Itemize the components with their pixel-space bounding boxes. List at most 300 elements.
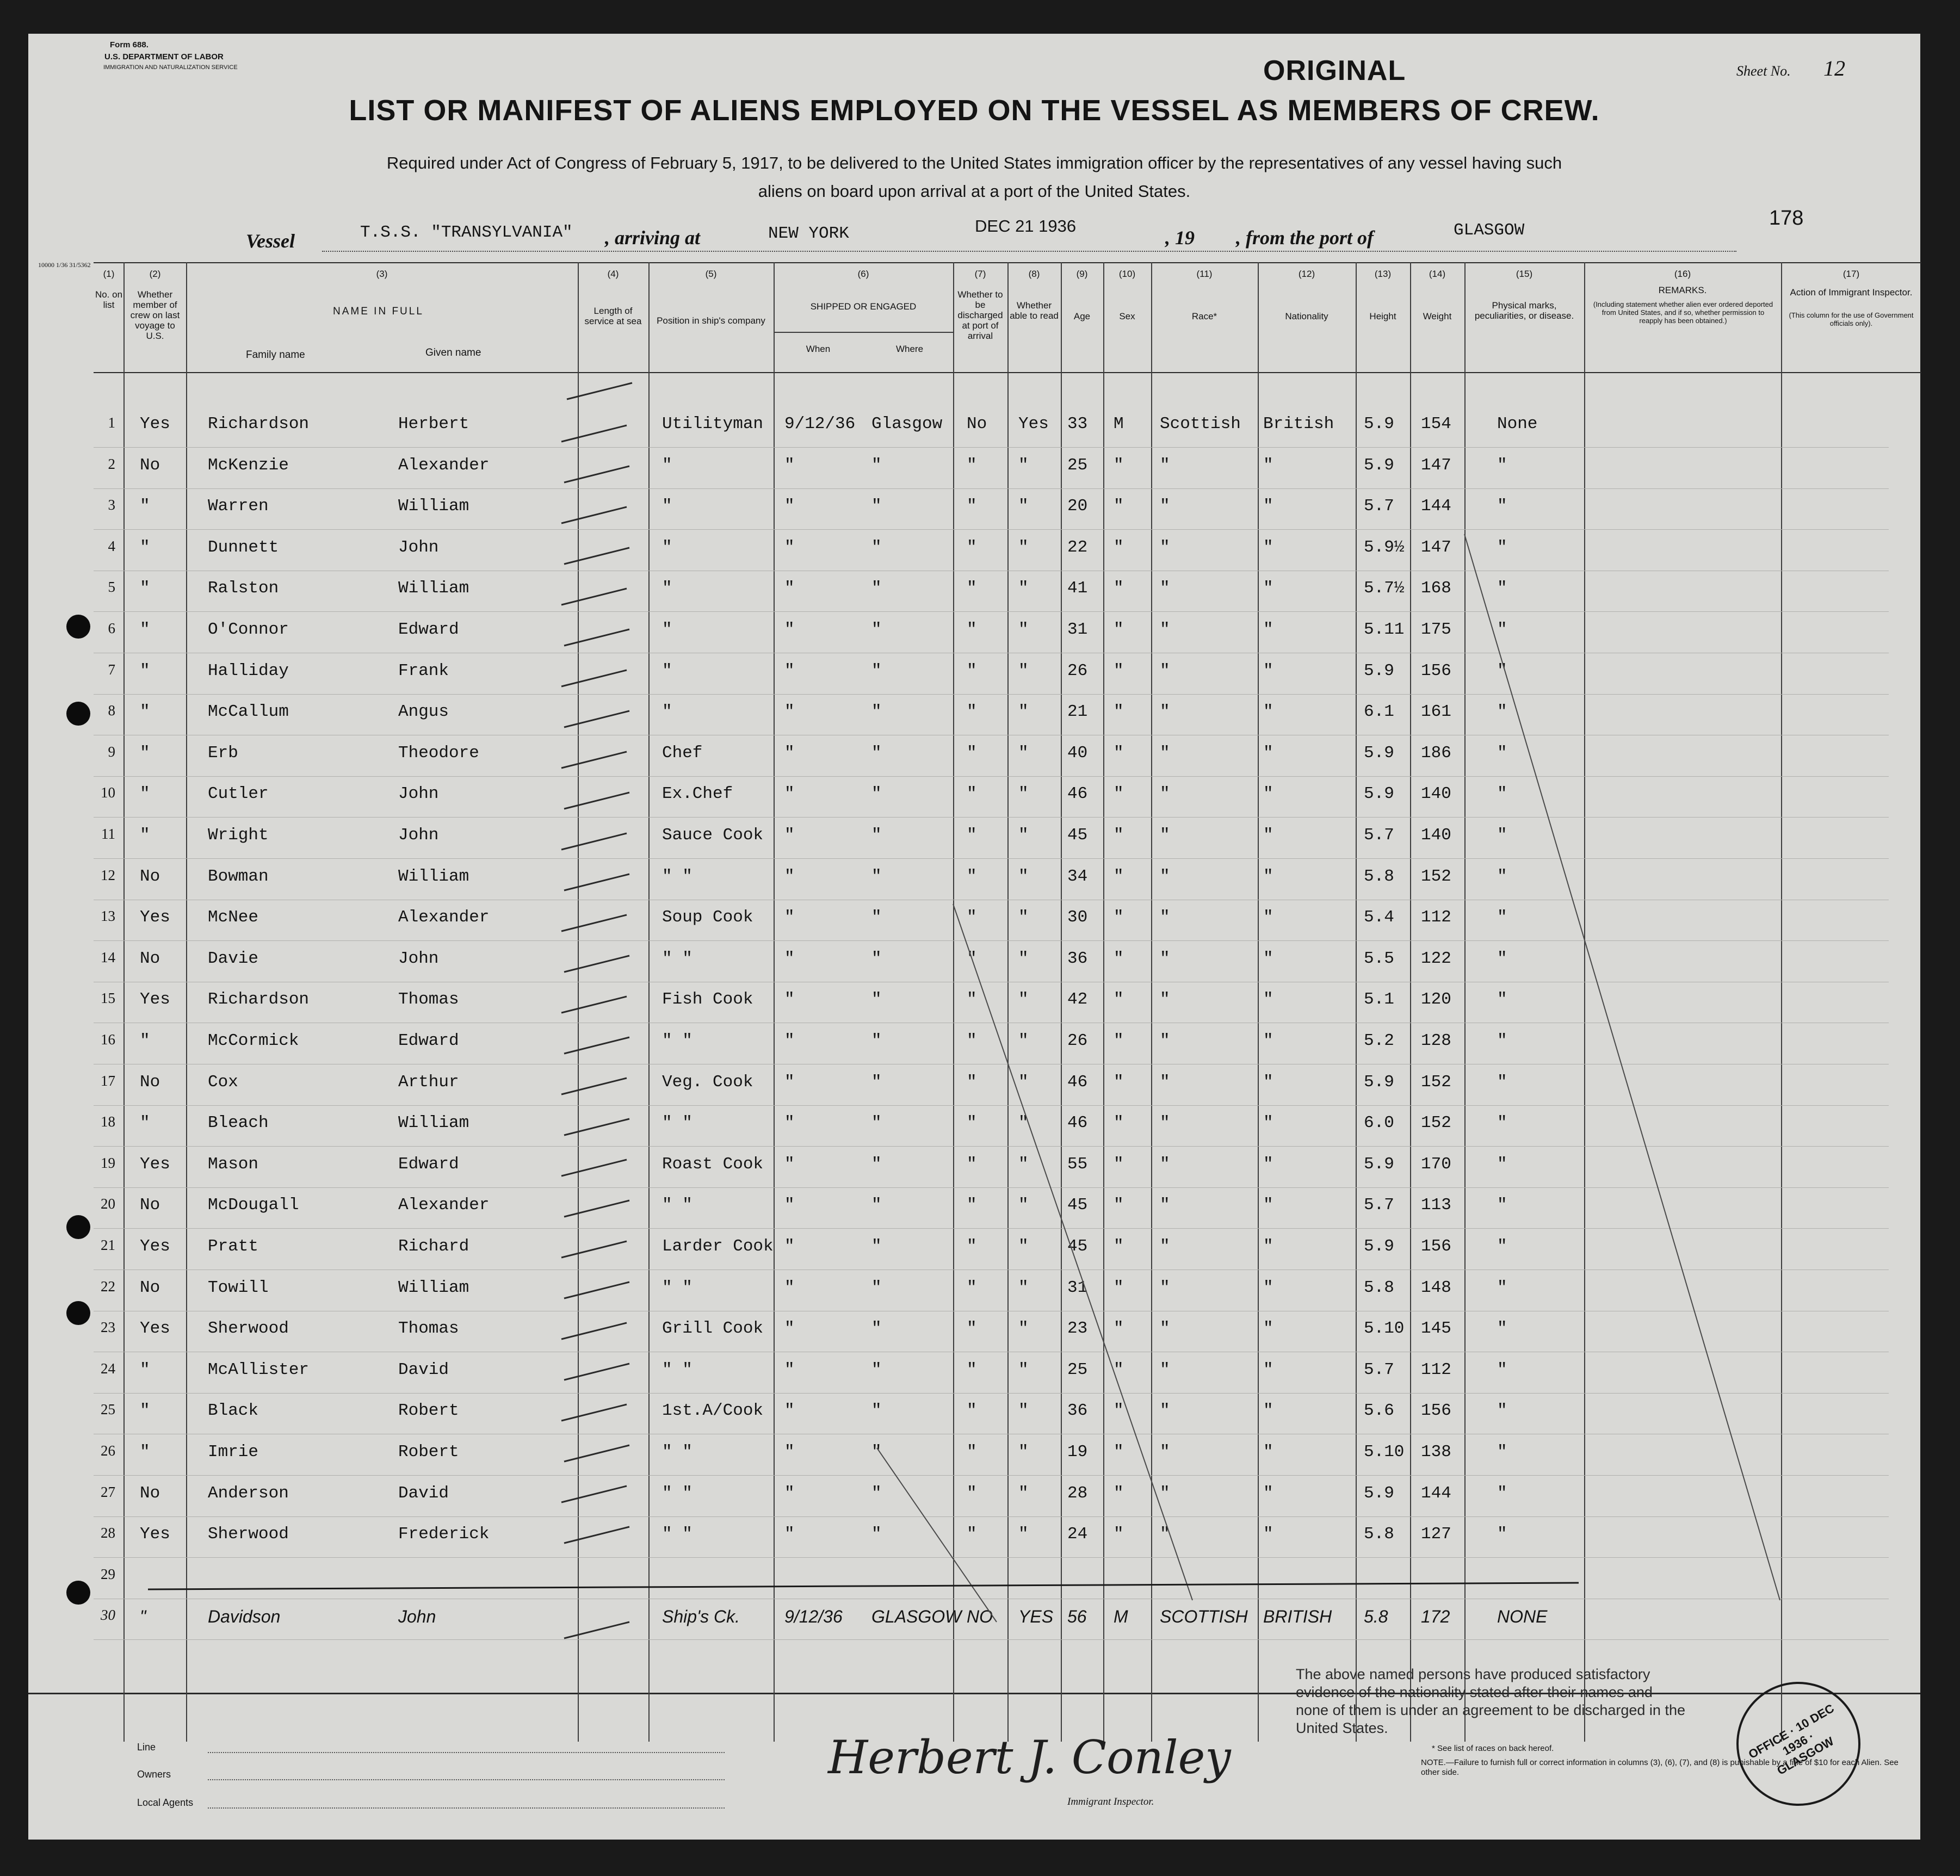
cell-when: " xyxy=(784,866,795,886)
cell-nationality: " xyxy=(1263,1196,1273,1215)
cell-discharged: " xyxy=(967,743,977,763)
cell-weight: 140 xyxy=(1421,784,1451,804)
cell-position: " xyxy=(662,579,672,598)
cell-prev: " xyxy=(140,784,150,804)
cell-discharged: " xyxy=(967,1237,977,1256)
cell-read: " xyxy=(1018,455,1029,475)
cell-discharged: " xyxy=(967,1442,977,1462)
cell-prev: Yes xyxy=(140,1525,170,1544)
cell-family: Bowman xyxy=(208,866,269,886)
col-8-num: (8) xyxy=(1028,269,1040,279)
cell-nationality: " xyxy=(1263,949,1273,968)
cell-age: 33 xyxy=(1067,414,1088,434)
cell-position: Sauce Cook xyxy=(662,826,764,845)
sheet-number: 12 xyxy=(1823,56,1845,81)
cell-race: SCOTTISH xyxy=(1160,1607,1248,1627)
cell-prev: No xyxy=(140,1196,160,1215)
cell-height: 5.9 xyxy=(1364,1154,1394,1174)
cell-prev: " xyxy=(140,1442,150,1462)
cell-prev: " xyxy=(140,1401,150,1421)
row-number: 21 xyxy=(101,1237,115,1253)
cell-position: Roast Cook xyxy=(662,1154,764,1174)
col-13-header: Height xyxy=(1369,311,1396,321)
cell-read: " xyxy=(1018,1442,1029,1462)
cell-given: John xyxy=(398,537,439,557)
cell-when: " xyxy=(784,1401,795,1421)
cell-age: 41 xyxy=(1067,579,1088,598)
cell-prev: " xyxy=(140,702,150,722)
cell-family: Imrie xyxy=(208,1442,259,1462)
cell-position: Fish Cook xyxy=(662,990,753,1010)
cell-when: " xyxy=(784,826,795,845)
cell-race: " xyxy=(1160,620,1170,639)
cell-prev: No xyxy=(140,1278,160,1297)
cell-marks: " xyxy=(1497,1196,1507,1215)
cell-position: " " xyxy=(662,1278,693,1297)
cell-sex: " xyxy=(1114,826,1124,845)
cell-discharged: " xyxy=(967,702,977,722)
cell-when: " xyxy=(784,1483,795,1503)
cell-height: 5.1 xyxy=(1364,990,1394,1010)
cell-discharged: " xyxy=(967,1196,977,1215)
cell-given: Alexander xyxy=(398,455,490,475)
subtitle-line-2: aliens on board upon arrival at a port of the United States. xyxy=(758,182,1191,201)
cell-position: Larder Cook xyxy=(662,1237,774,1256)
cell-read: " xyxy=(1018,866,1029,886)
cell-sex: M xyxy=(1114,1607,1128,1627)
cell-where: " xyxy=(871,784,882,804)
cell-family: Wright xyxy=(208,826,269,845)
cell-race: " xyxy=(1160,990,1170,1010)
col-6-sub-when: When xyxy=(806,344,831,354)
cell-height: 5.10 xyxy=(1364,1442,1405,1462)
cell-family: Sherwood xyxy=(208,1319,289,1339)
cell-given: Thomas xyxy=(398,990,459,1010)
row-number: 19 xyxy=(101,1154,115,1171)
cell-height: 5.6 xyxy=(1364,1401,1394,1421)
cell-read: " xyxy=(1018,497,1029,516)
col-6-sub-where: Where xyxy=(895,344,924,354)
cell-prev: No xyxy=(140,455,160,475)
cell-discharged: " xyxy=(967,579,977,598)
cell-family: McKenzie xyxy=(208,455,289,475)
cell-race: " xyxy=(1160,784,1170,804)
cell-read: " xyxy=(1018,1031,1029,1050)
cell-where: " xyxy=(871,1483,882,1503)
cell-family: O'Connor xyxy=(208,620,289,639)
cell-height: 6.0 xyxy=(1364,1113,1394,1133)
cell-marks: " xyxy=(1497,620,1507,639)
cell-when: " xyxy=(784,1072,795,1092)
cell-read: " xyxy=(1018,743,1029,763)
cell-height: 5.9 xyxy=(1364,1483,1394,1503)
cell-read: " xyxy=(1018,1196,1029,1215)
cell-prev: Yes xyxy=(140,990,170,1010)
cell-position: " " xyxy=(662,949,693,968)
cell-sex: " xyxy=(1114,1072,1124,1092)
cell-where: " xyxy=(871,949,882,968)
cell-sex: " xyxy=(1114,661,1124,680)
cell-read: " xyxy=(1018,1525,1029,1544)
row-number: 4 xyxy=(108,537,115,554)
cell-sex: " xyxy=(1114,620,1124,639)
cell-race: " xyxy=(1160,661,1170,680)
cell-weight: 161 xyxy=(1421,702,1451,722)
cell-sex: " xyxy=(1114,784,1124,804)
cell-height: 5.9 xyxy=(1364,1237,1394,1256)
cell-discharged: " xyxy=(967,620,977,639)
cell-read: " xyxy=(1018,1278,1029,1297)
cell-weight: 152 xyxy=(1421,1113,1451,1133)
cell-weight: 147 xyxy=(1421,455,1451,475)
row-number: 10 xyxy=(101,784,115,801)
cell-height: 5.9 xyxy=(1364,661,1394,680)
cell-height: 5.7 xyxy=(1364,826,1394,845)
cell-position: " xyxy=(662,661,672,680)
cell-discharged: " xyxy=(967,1319,977,1339)
cell-marks: " xyxy=(1497,1360,1507,1379)
cell-when: " xyxy=(784,497,795,516)
cell-given: Robert xyxy=(398,1442,459,1462)
cell-nationality: " xyxy=(1263,661,1273,680)
row-number: 12 xyxy=(101,866,115,883)
cell-race: " xyxy=(1160,579,1170,598)
row-number: 7 xyxy=(108,661,115,678)
cell-nationality: " xyxy=(1263,1237,1273,1256)
cell-family: McAllister xyxy=(208,1360,310,1379)
col-16-note: (Including statement whether alien ever ordered deported from United States, and if so, whether permission to reapply has been obtained.) xyxy=(1593,300,1773,325)
cell-marks: " xyxy=(1497,1442,1507,1462)
cell-position: " " xyxy=(662,1196,693,1215)
cell-where: " xyxy=(871,1237,882,1256)
cell-family: Richardson xyxy=(208,414,310,434)
cell-prev: " xyxy=(140,1113,150,1133)
cell-height: 5.9 xyxy=(1364,784,1394,804)
cell-age: 36 xyxy=(1067,1401,1088,1421)
cell-given: Herbert xyxy=(398,414,469,434)
cell-age: 46 xyxy=(1067,784,1088,804)
cell-race: " xyxy=(1160,1401,1170,1421)
cell-family: Cutler xyxy=(208,784,269,804)
cell-when: " xyxy=(784,1031,795,1050)
cell-height: 5.7 xyxy=(1364,1360,1394,1379)
cell-family: Sherwood xyxy=(208,1525,289,1544)
col-9-header: Age xyxy=(1073,311,1091,321)
cell-nationality: " xyxy=(1263,1442,1273,1462)
col-14-num: (14) xyxy=(1429,269,1446,279)
cell-weight: 156 xyxy=(1421,1237,1451,1256)
cell-weight: 144 xyxy=(1421,1483,1451,1503)
cell-where: " xyxy=(871,826,882,845)
row-number: 9 xyxy=(108,743,115,760)
cell-nationality: British xyxy=(1263,414,1334,434)
row-number: 28 xyxy=(101,1525,115,1541)
cell-read: YES xyxy=(1018,1607,1054,1627)
cell-position: 1st.A/Cook xyxy=(662,1401,764,1421)
cell-when: " xyxy=(784,1319,795,1339)
vessel-name: T.S.S. "TRANSYLVANIA" xyxy=(360,223,573,242)
cell-nationality: " xyxy=(1263,990,1273,1010)
col-15-num: (15) xyxy=(1516,269,1533,279)
cell-sex: " xyxy=(1114,1401,1124,1421)
cell-given: John xyxy=(398,949,439,968)
cell-race: " xyxy=(1160,908,1170,927)
cell-discharged: " xyxy=(967,908,977,927)
cell-height: 6.1 xyxy=(1364,702,1394,722)
cell-discharged: " xyxy=(967,949,977,968)
cell-discharged: " xyxy=(967,784,977,804)
cell-age: 19 xyxy=(1067,1442,1088,1462)
cell-age: 45 xyxy=(1067,1237,1088,1256)
cell-family: Towill xyxy=(208,1278,269,1297)
cell-given: Richard xyxy=(398,1237,469,1256)
cell-sex: " xyxy=(1114,1525,1124,1544)
arriving-port: NEW YORK xyxy=(768,224,849,243)
cell-race: " xyxy=(1160,1319,1170,1339)
cell-age: 46 xyxy=(1067,1113,1088,1133)
cell-sex: " xyxy=(1114,1483,1124,1503)
cell-height: 5.4 xyxy=(1364,908,1394,927)
cell-age: 45 xyxy=(1067,826,1088,845)
cell-given: William xyxy=(398,1278,469,1297)
cell-nationality: " xyxy=(1263,702,1273,722)
cell-weight: 122 xyxy=(1421,949,1451,968)
cell-marks: " xyxy=(1497,1113,1507,1133)
cell-when: " xyxy=(784,579,795,598)
cell-where: " xyxy=(871,537,882,557)
col-7-num: (7) xyxy=(974,269,986,279)
page-title: LIST OR MANIFEST OF ALIENS EMPLOYED ON THE VESSEL AS MEMBERS OF CREW. xyxy=(349,94,1600,127)
cell-where: " xyxy=(871,702,882,722)
cell-race: " xyxy=(1160,1442,1170,1462)
cell-given: Edward xyxy=(398,1031,459,1050)
cell-given: Alexander xyxy=(398,908,490,927)
cell-height: 5.9 xyxy=(1364,743,1394,763)
cell-discharged: " xyxy=(967,1072,977,1092)
col-11-header: Race* xyxy=(1191,311,1217,321)
cell-nationality: " xyxy=(1263,620,1273,639)
cell-age: 26 xyxy=(1067,1031,1088,1050)
cell-when: " xyxy=(784,537,795,557)
cell-when: " xyxy=(784,1525,795,1544)
year-label: , 19 xyxy=(1165,227,1195,249)
line-label: Line xyxy=(137,1742,156,1753)
cell-race: Scottish xyxy=(1160,414,1241,434)
cell-weight: 170 xyxy=(1421,1154,1451,1174)
col-2-num: (2) xyxy=(149,269,161,279)
cell-weight: 127 xyxy=(1421,1525,1451,1544)
cell-nationality: " xyxy=(1263,826,1273,845)
col-3-sub-family: Family name xyxy=(246,349,305,361)
cell-prev: " xyxy=(140,620,150,639)
cell-given: William xyxy=(398,497,469,516)
cell-read: " xyxy=(1018,1483,1029,1503)
cell-sex: " xyxy=(1114,1360,1124,1379)
col-16-header: REMARKS. xyxy=(1658,285,1707,295)
consul-stamp: OFFICE · 10 DEC 1936 · GLASGOW xyxy=(1714,1659,1883,1828)
row-number: 24 xyxy=(101,1360,115,1377)
cell-family: McDougall xyxy=(208,1196,299,1215)
col-6-num: (6) xyxy=(857,269,869,279)
cell-prev: No xyxy=(140,866,160,886)
cell-age: 56 xyxy=(1067,1607,1087,1627)
cell-weight: 156 xyxy=(1421,661,1451,680)
cell-discharged: " xyxy=(967,826,977,845)
row-number: 22 xyxy=(101,1278,115,1295)
cell-read: " xyxy=(1018,1154,1029,1174)
cell-race: " xyxy=(1160,1360,1170,1379)
cell-marks: " xyxy=(1497,1031,1507,1050)
col-11-num: (11) xyxy=(1196,269,1213,279)
cell-height: 5.9 xyxy=(1364,455,1394,475)
race-note: * See list of races on back hereof. xyxy=(1432,1744,1554,1753)
cell-position: Utilityman xyxy=(662,414,764,434)
cell-weight: 138 xyxy=(1421,1442,1451,1462)
cell-weight: 186 xyxy=(1421,743,1451,763)
cell-family: McCallum xyxy=(208,702,289,722)
cell-read: " xyxy=(1018,908,1029,927)
cell-age: 45 xyxy=(1067,1196,1088,1215)
cell-weight: 168 xyxy=(1421,579,1451,598)
cell-age: 31 xyxy=(1067,620,1088,639)
cell-height: 5.8 xyxy=(1364,1607,1388,1627)
cell-height: 5.7 xyxy=(1364,497,1394,516)
cell-given: William xyxy=(398,866,469,886)
cell-race: " xyxy=(1160,1154,1170,1174)
cell-where: " xyxy=(871,990,882,1010)
row-number: 26 xyxy=(101,1442,115,1459)
cell-position: " " xyxy=(662,1442,693,1462)
cell-prev: " xyxy=(140,537,150,557)
col-9-num: (9) xyxy=(1076,269,1088,279)
cell-height: 5.2 xyxy=(1364,1031,1394,1050)
cell-read: " xyxy=(1018,661,1029,680)
cell-prev: " xyxy=(140,743,150,763)
cell-prev: " xyxy=(140,826,150,845)
cell-where: " xyxy=(871,743,882,763)
cell-prev: " xyxy=(140,497,150,516)
cell-family: Erb xyxy=(208,743,238,763)
cell-when: " xyxy=(784,661,795,680)
cell-prev: Yes xyxy=(140,1154,170,1174)
cell-marks: " xyxy=(1497,743,1507,763)
cell-discharged: " xyxy=(967,1483,977,1503)
cell-discharged: " xyxy=(967,1360,977,1379)
cell-sex: " xyxy=(1114,990,1124,1010)
cell-nationality: " xyxy=(1263,1525,1273,1544)
cell-read: " xyxy=(1018,1113,1029,1133)
cell-position: " " xyxy=(662,1483,693,1503)
subtitle-line-1: Required under Act of Congress of February 5, 1917, to be delivered to the United States immigration officer by the representatives of any vessel having such xyxy=(386,153,1562,172)
cell-race: " xyxy=(1160,537,1170,557)
cell-marks: " xyxy=(1497,826,1507,845)
cell-race: " xyxy=(1160,743,1170,763)
cell-read: " xyxy=(1018,579,1029,598)
cell-read: " xyxy=(1018,1237,1029,1256)
cell-prev: " xyxy=(140,1031,150,1050)
cell-discharged: " xyxy=(967,497,977,516)
pen-marks xyxy=(28,34,1920,1840)
cell-family: Warren xyxy=(208,497,269,516)
cell-family: Mason xyxy=(208,1154,259,1174)
cell-marks: " xyxy=(1497,579,1507,598)
cell-age: 34 xyxy=(1067,866,1088,886)
cell-height: 5.9 xyxy=(1364,1072,1394,1092)
inspector-signature: Herbert J. Conley xyxy=(828,1731,1231,1784)
cell-race: " xyxy=(1160,497,1170,516)
cell-race: " xyxy=(1160,949,1170,968)
cell-read: " xyxy=(1018,620,1029,639)
cell-sex: " xyxy=(1114,949,1124,968)
cell-family: Davidson xyxy=(208,1607,281,1627)
cell-marks: " xyxy=(1497,1401,1507,1421)
row-number: 30 xyxy=(101,1607,115,1624)
cell-height: 5.8 xyxy=(1364,1525,1394,1544)
cell-race: " xyxy=(1160,1278,1170,1297)
cell-when: " xyxy=(784,1196,795,1215)
cell-height: 5.10 xyxy=(1364,1319,1405,1339)
penalty-note: NOTE.—Failure to furnish full or correct information in columns (3), (6), (7), and (8) is punishable by a fine of $10 for each Alien. See other side. xyxy=(1421,1758,1899,1777)
col-5-num: (5) xyxy=(705,269,717,279)
row-number: 18 xyxy=(101,1113,115,1130)
cell-where: " xyxy=(871,1278,882,1297)
cell-when: " xyxy=(784,455,795,475)
cell-marks: " xyxy=(1497,1072,1507,1092)
cell-race: " xyxy=(1160,866,1170,886)
cell-when: " xyxy=(784,908,795,927)
cell-nationality: " xyxy=(1263,1360,1273,1379)
cell-weight: 156 xyxy=(1421,1401,1451,1421)
cell-where: Glasgow xyxy=(871,414,943,434)
service-label: IMMIGRATION AND NATURALIZATION SERVICE xyxy=(103,64,238,71)
col-1-num: (1) xyxy=(103,269,115,279)
cell-race: " xyxy=(1160,1483,1170,1503)
cell-sex: " xyxy=(1114,579,1124,598)
cell-where: " xyxy=(871,1442,882,1462)
cell-read: Yes xyxy=(1018,414,1049,434)
cell-weight: 147 xyxy=(1421,537,1451,557)
cell-discharged: " xyxy=(967,866,977,886)
cell-when: " xyxy=(784,1278,795,1297)
cell-race: " xyxy=(1160,1196,1170,1215)
cell-family: Dunnett xyxy=(208,537,279,557)
cell-given: David xyxy=(398,1360,449,1379)
cell-position: " " xyxy=(662,1525,693,1544)
cell-age: 40 xyxy=(1067,743,1088,763)
cell-marks: " xyxy=(1497,497,1507,516)
cell-read: " xyxy=(1018,990,1029,1010)
cell-race: " xyxy=(1160,1031,1170,1050)
cell-age: 22 xyxy=(1067,537,1088,557)
print-code: 10000 1/36 31/5362 xyxy=(38,261,91,269)
cell-position: " xyxy=(662,702,672,722)
cell-position: " xyxy=(662,497,672,516)
cell-family: Halliday xyxy=(208,661,289,680)
cell-family: Anderson xyxy=(208,1483,289,1503)
cell-race: " xyxy=(1160,455,1170,475)
cell-family: Richardson xyxy=(208,990,310,1010)
cell-sex: " xyxy=(1114,1196,1124,1215)
cell-read: " xyxy=(1018,1072,1029,1092)
cell-marks: " xyxy=(1497,455,1507,475)
col-1-header: No. on list xyxy=(95,289,123,310)
row-number: 15 xyxy=(101,990,115,1007)
cell-given: William xyxy=(398,1113,469,1133)
cell-sex: M xyxy=(1114,414,1124,434)
row-number: 6 xyxy=(108,620,115,636)
cell-read: " xyxy=(1018,1319,1029,1339)
cell-when: " xyxy=(784,1113,795,1133)
